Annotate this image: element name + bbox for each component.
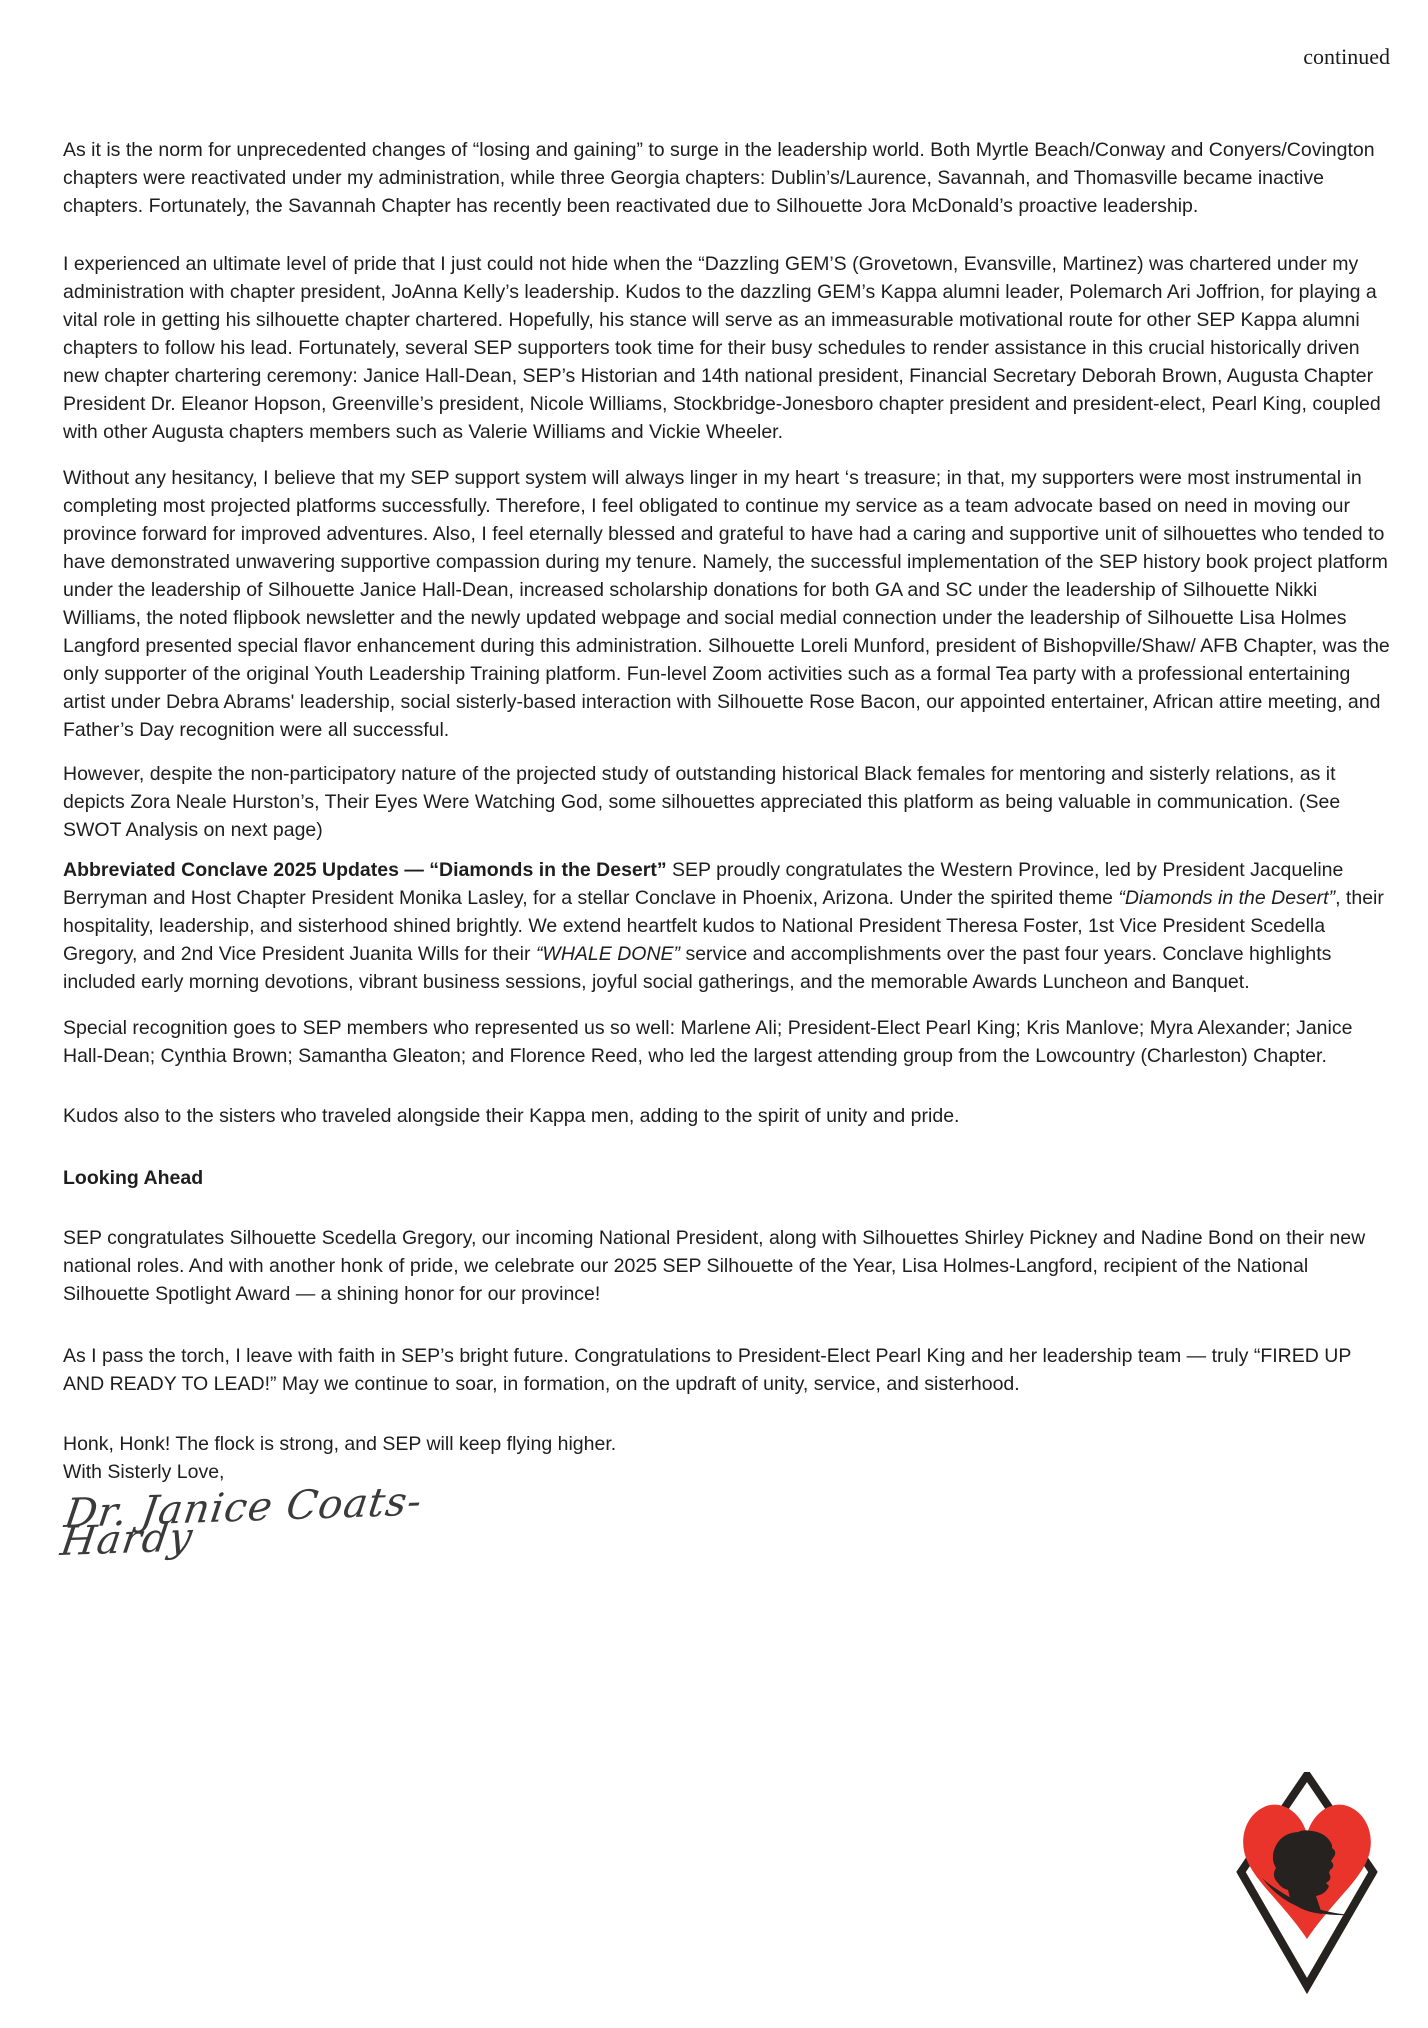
conclave-whale-done-italic: “WHALE DONE” <box>535 943 681 965</box>
conclave-theme-italic: “Diamonds in the Desert” <box>1118 887 1336 909</box>
logo-svg <box>1234 1772 1380 2012</box>
looking-ahead-heading: Looking Ahead <box>63 1167 204 1189</box>
closing-line-sisterly-love: With Sisterly Love, <box>63 1461 225 1483</box>
paragraph-dazzling-gems: I experienced an ultimate level of pride that I just could not hide when the “Dazzling GEM’S (Grovetown, Evansville, Martinez) was chartered under my administration with chapter president, JoAnna Kelly’s leadership. Kudos to the dazzling GEM’s Kappa alumni leader, Polemarch Ari Joffrion, for playing a vital role in getting his silhouette chapter chartered. Hopefully, his stance will serve as an immeasurable motivational route for other SEP Kappa alumni chapters to follow his lead. Fortunately, several SEP supporters took time for their busy schedules to render assistance in this crucial historically driven new chapter chartering ceremony: Janice Hall-Dean, SEP’s Historian and 14th national president, Financial Secretary Deborah Brown, Augusta Chapter President Dr. Eleanor Hopson, Greenville’s president, Nicole Williams, Stockbridge-Jonesboro chapter president and president-elect, Pearl King, coupled with other Augusta chapters members such as Valerie Williams and Vickie Wheeler. <box>63 253 1381 443</box>
sep-heart-diamond-logo <box>1234 1772 1380 2012</box>
paragraph-special-recognition: Special recognition goes to SEP members who represented us so well: Marlene Ali; President-Elect Pearl King; Kris Manlove; Myra Alexander; Janice Hall-Dean; Cynthia Brown; Samantha Gleaton; and Florence Reed, who led the largest attending group from the Lowcountry (Charleston) Chapter. <box>63 1017 1353 1067</box>
paragraph-kudos-sisters: Kudos also to the sisters who traveled alongside their Kappa men, adding to the spirit of unity and pride. <box>63 1105 960 1127</box>
conclave-text-3: service and accomplishments over the past four years. Conclave highlights included early morning devotions, vibrant business sessions, joyful social gatherings, and the memorable Awards Luncheon and Banquet. <box>63 943 1332 993</box>
conclave-text-1: SEP proudly congratulates the Western Province, led by President Jacqueline Berryman and Host Chapter President Monika Lasley, for a stellar Conclave in Phoenix, Arizona. Under the spirited theme <box>63 859 1344 909</box>
closing-line-honk: Honk, Honk! The flock is strong, and SEP will keep flying higher. <box>63 1433 617 1455</box>
paragraph-chapters-reactivated: As it is the norm for unprecedented changes of “losing and gaining” to surge in the leadership world. Both Myrtle Beach/Conway and Conyers/Covington chapters were reactivated under my administration, while three Georgia chapters: Dublin’s/Laurence, Savannah, and Thomasville became inactive chapters. Fortunately, the Savannah Chapter has recently been reactivated due to Silhouette Jora McDonald’s proactive leadership. <box>63 139 1375 217</box>
conclave-text-2: , their hospitality, leadership, and sisterhood shined brightly. We extend heartfelt kudos to National President Theresa Foster, 1st Vice President Scedella Gregory, and 2nd Vice President Juanita Wills for their <box>63 887 1384 965</box>
paragraph-pass-the-torch: As I pass the torch, I leave with faith in SEP’s bright future. Congratulations to President-Elect Pearl King and her leadership team — truly “FIRED UP AND READY TO LEAD!” May we continue to soar, in formation, on the updraft of unity, service, and sisterhood. <box>63 1345 1351 1395</box>
paragraph-conclave-updates <box>63 856 1393 996</box>
signature: Dr. Janice Coats-Hardy <box>57 1478 426 1565</box>
paragraph-swot-note: However, despite the non-participatory nature of the projected study of outstanding historical Black females for mentoring and sisterly relations, as it depicts Zora Neale Hurston’s, Their Eyes Were Watching God, some silhouettes appreciated this platform as being valuable in communication. (See SWOT Analysis on next page) <box>63 763 1341 841</box>
conclave-heading-inline: Abbreviated Conclave 2025 Updates — “Diamonds in the Desert” <box>63 859 667 881</box>
continued-label: continued <box>1303 44 1390 69</box>
paragraph-closing <box>63 1430 1393 1486</box>
letter-body <box>57 136 1393 1565</box>
paragraph-support-system: Without any hesitancy, I believe that my SEP support system will always linger in my heart ‘s treasure; in that, my supporters were most instrumental in completing most projected platforms successfully. Therefore, I feel obligated to continue my service as a team advocate based on need in moving our province forward for improved adventures. Also, I feel eternally blessed and grateful to have had a caring and supportive unit of silhouettes who tended to have demonstrated unwavering supportive compassion during my tenure. Namely, the successful implementation of the SEP history book project platform under the leadership of Silhouette Janice Hall-Dean, increased scholarship donations for both GA and SC under the leadership of Silhouette Nikki Williams, the noted flipbook newsletter and the newly updated webpage and social medial connection under the leadership of Silhouette Lisa Holmes Langford presented special flavor enhancement during this administration. Silhouette Loreli Munford, president of Bishopville/Shaw/ AFB Chapter, was the only supporter of the original Youth Leadership Training platform. Fun-level Zoom activities such as a formal Tea party with a professional entertaining artist under Debra Abrams' leadership, social sisterly-based interaction with Silhouette Rose Bacon, our appointed entertainer, African attire meeting, and Father’s Day recognition were all successful. <box>63 467 1390 741</box>
paragraph-congratulations: SEP congratulates Silhouette Scedella Gregory, our incoming National President, along with Silhouettes Shirley Pickney and Nadine Bond on their new national roles. And with another honk of pride, we celebrate our 2025 SEP Silhouette of the Year, Lisa Holmes-Langford, recipient of the National Silhouette Spotlight Award — a shining honor for our province! <box>63 1227 1366 1305</box>
